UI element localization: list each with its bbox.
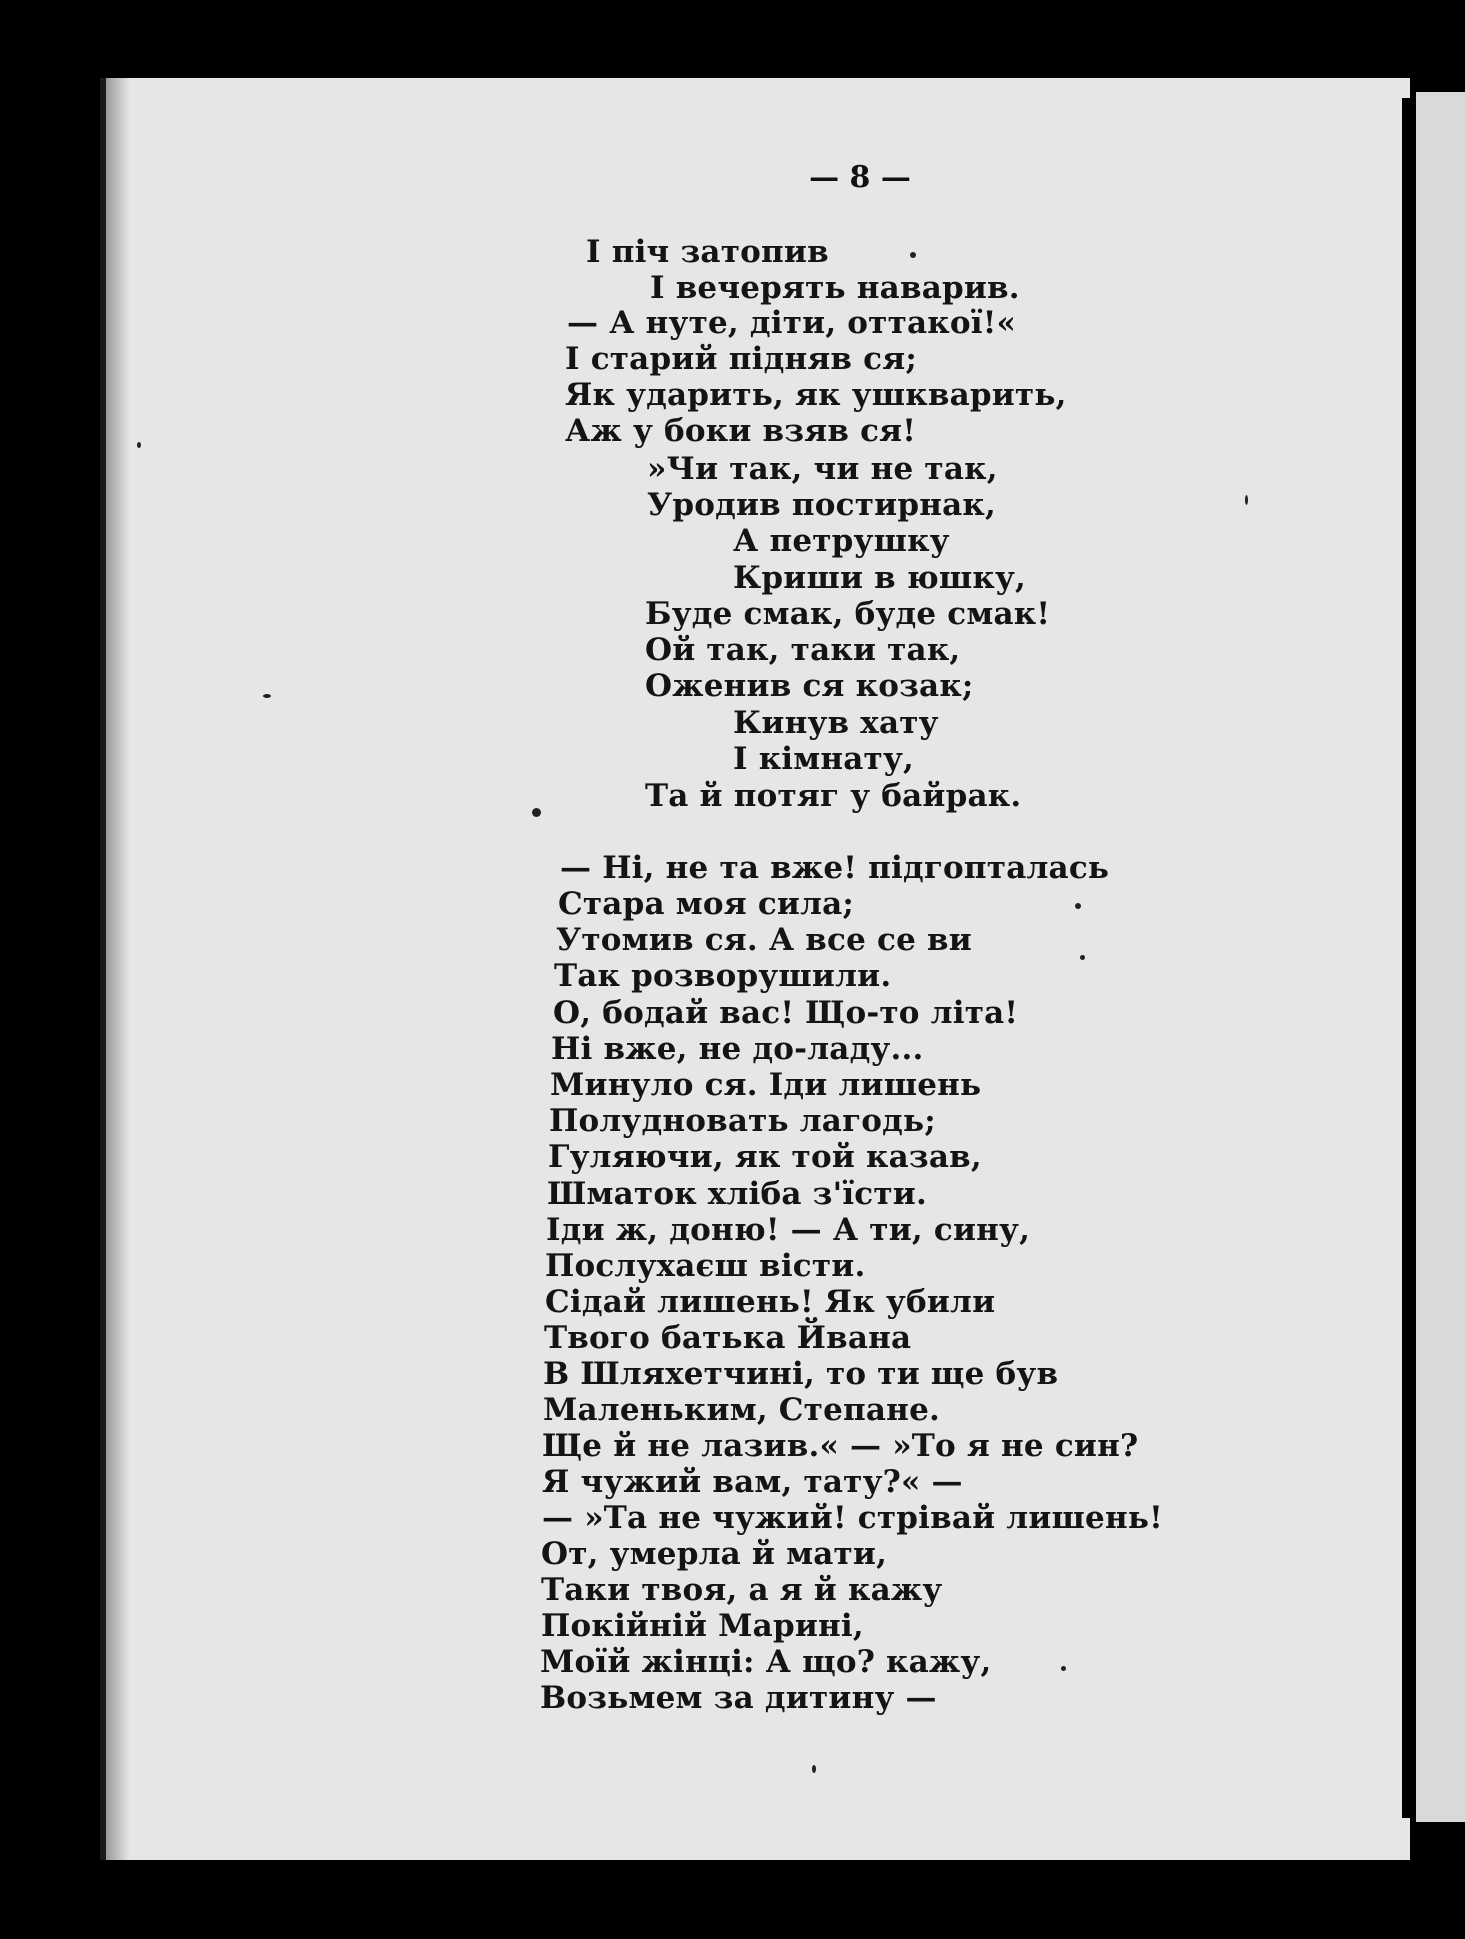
poem-line: Покійній Марині, (541, 1608, 864, 1644)
poem-line: А петрушку (733, 523, 950, 559)
poem-line: Уродив постирнак, (647, 487, 996, 523)
poem-line: Як ударить, як ушкварить, (565, 377, 1067, 413)
poem-line: Буде смак, буде смак! (645, 596, 1051, 632)
scan-speck (910, 252, 916, 258)
poem-line: О, бодай вас! Що-то літа! (553, 995, 1019, 1031)
poem-line: Я чужий вам, тату?« — (542, 1464, 963, 1500)
poem-line: Сідай лишень! Як убили (545, 1284, 996, 1320)
poem-line: Та й потяг у байрак. (645, 778, 1022, 814)
poem-line: І старий підняв ся; (565, 341, 917, 377)
poem-line: От, умерла й мати, (541, 1536, 888, 1572)
poem-line: Минуло ся. Іди лишень (550, 1067, 982, 1103)
scan-speck (1061, 1666, 1066, 1671)
scan-speck (1075, 903, 1081, 909)
poem-line: Маленьким, Степане. (543, 1392, 940, 1428)
poem-line: Так розворушили. (554, 958, 892, 994)
poem-line: Полудновать лагодь; (549, 1103, 936, 1139)
poem-line: Криши в юшку, (733, 560, 1027, 596)
poem-line: »Чи так, чи не так, (647, 451, 998, 487)
poem-line: І вечерять наварив. (650, 270, 1020, 306)
scan-speck (137, 442, 141, 448)
poem-line: Гуляючи, як той казав, (548, 1139, 982, 1175)
poem-line: — »Та не чужий! стрівай лишень! (542, 1500, 1163, 1536)
page-number: — 8 — (809, 160, 911, 195)
poem-line: Іди ж, доню! — А ти, сину, (546, 1212, 1031, 1248)
poem-line: І піч затопив (586, 234, 829, 270)
poem-line: І кімнату, (733, 741, 915, 777)
poem-line: Стара моя сила; (558, 886, 855, 922)
poem-line: Ой так, таки так, (645, 632, 961, 668)
poem-line: Ні вже, не до-ладу... (551, 1031, 924, 1067)
scan-speck (263, 694, 271, 698)
poem-line: — А нуте, діти, оттакої!« (567, 305, 1017, 341)
poem-line: В Шляхетчині, то ти ще був (543, 1356, 1059, 1392)
poem-line: Послухаєш вісти. (545, 1248, 866, 1284)
poem-line: Аж у боки взяв ся! (565, 413, 917, 449)
scan-speck (812, 1765, 816, 1773)
poem-line: — Ні, не та вже! підгопталась (560, 850, 1110, 886)
poem-line: Твого батька Йвана (544, 1320, 912, 1356)
poem-line: Оженив ся козак; (645, 668, 974, 704)
scan-speck (1080, 955, 1085, 960)
scan-speck (1245, 495, 1248, 505)
poem-line: Шматок хліба з'їсти. (547, 1176, 927, 1212)
poem-line: Возьмем за дитину — (540, 1680, 937, 1716)
poem-line: Моїй жінці: А що? кажу, (540, 1644, 992, 1680)
scan-speck (532, 808, 541, 817)
poem-line: Ще й не лазив.« — »То я не син? (542, 1428, 1139, 1464)
poem-line: Таки твоя, а я й кажу (541, 1572, 943, 1608)
poem-line: Утомив ся. А все се ви (556, 922, 972, 958)
poem-line: Кинув хату (733, 705, 939, 741)
